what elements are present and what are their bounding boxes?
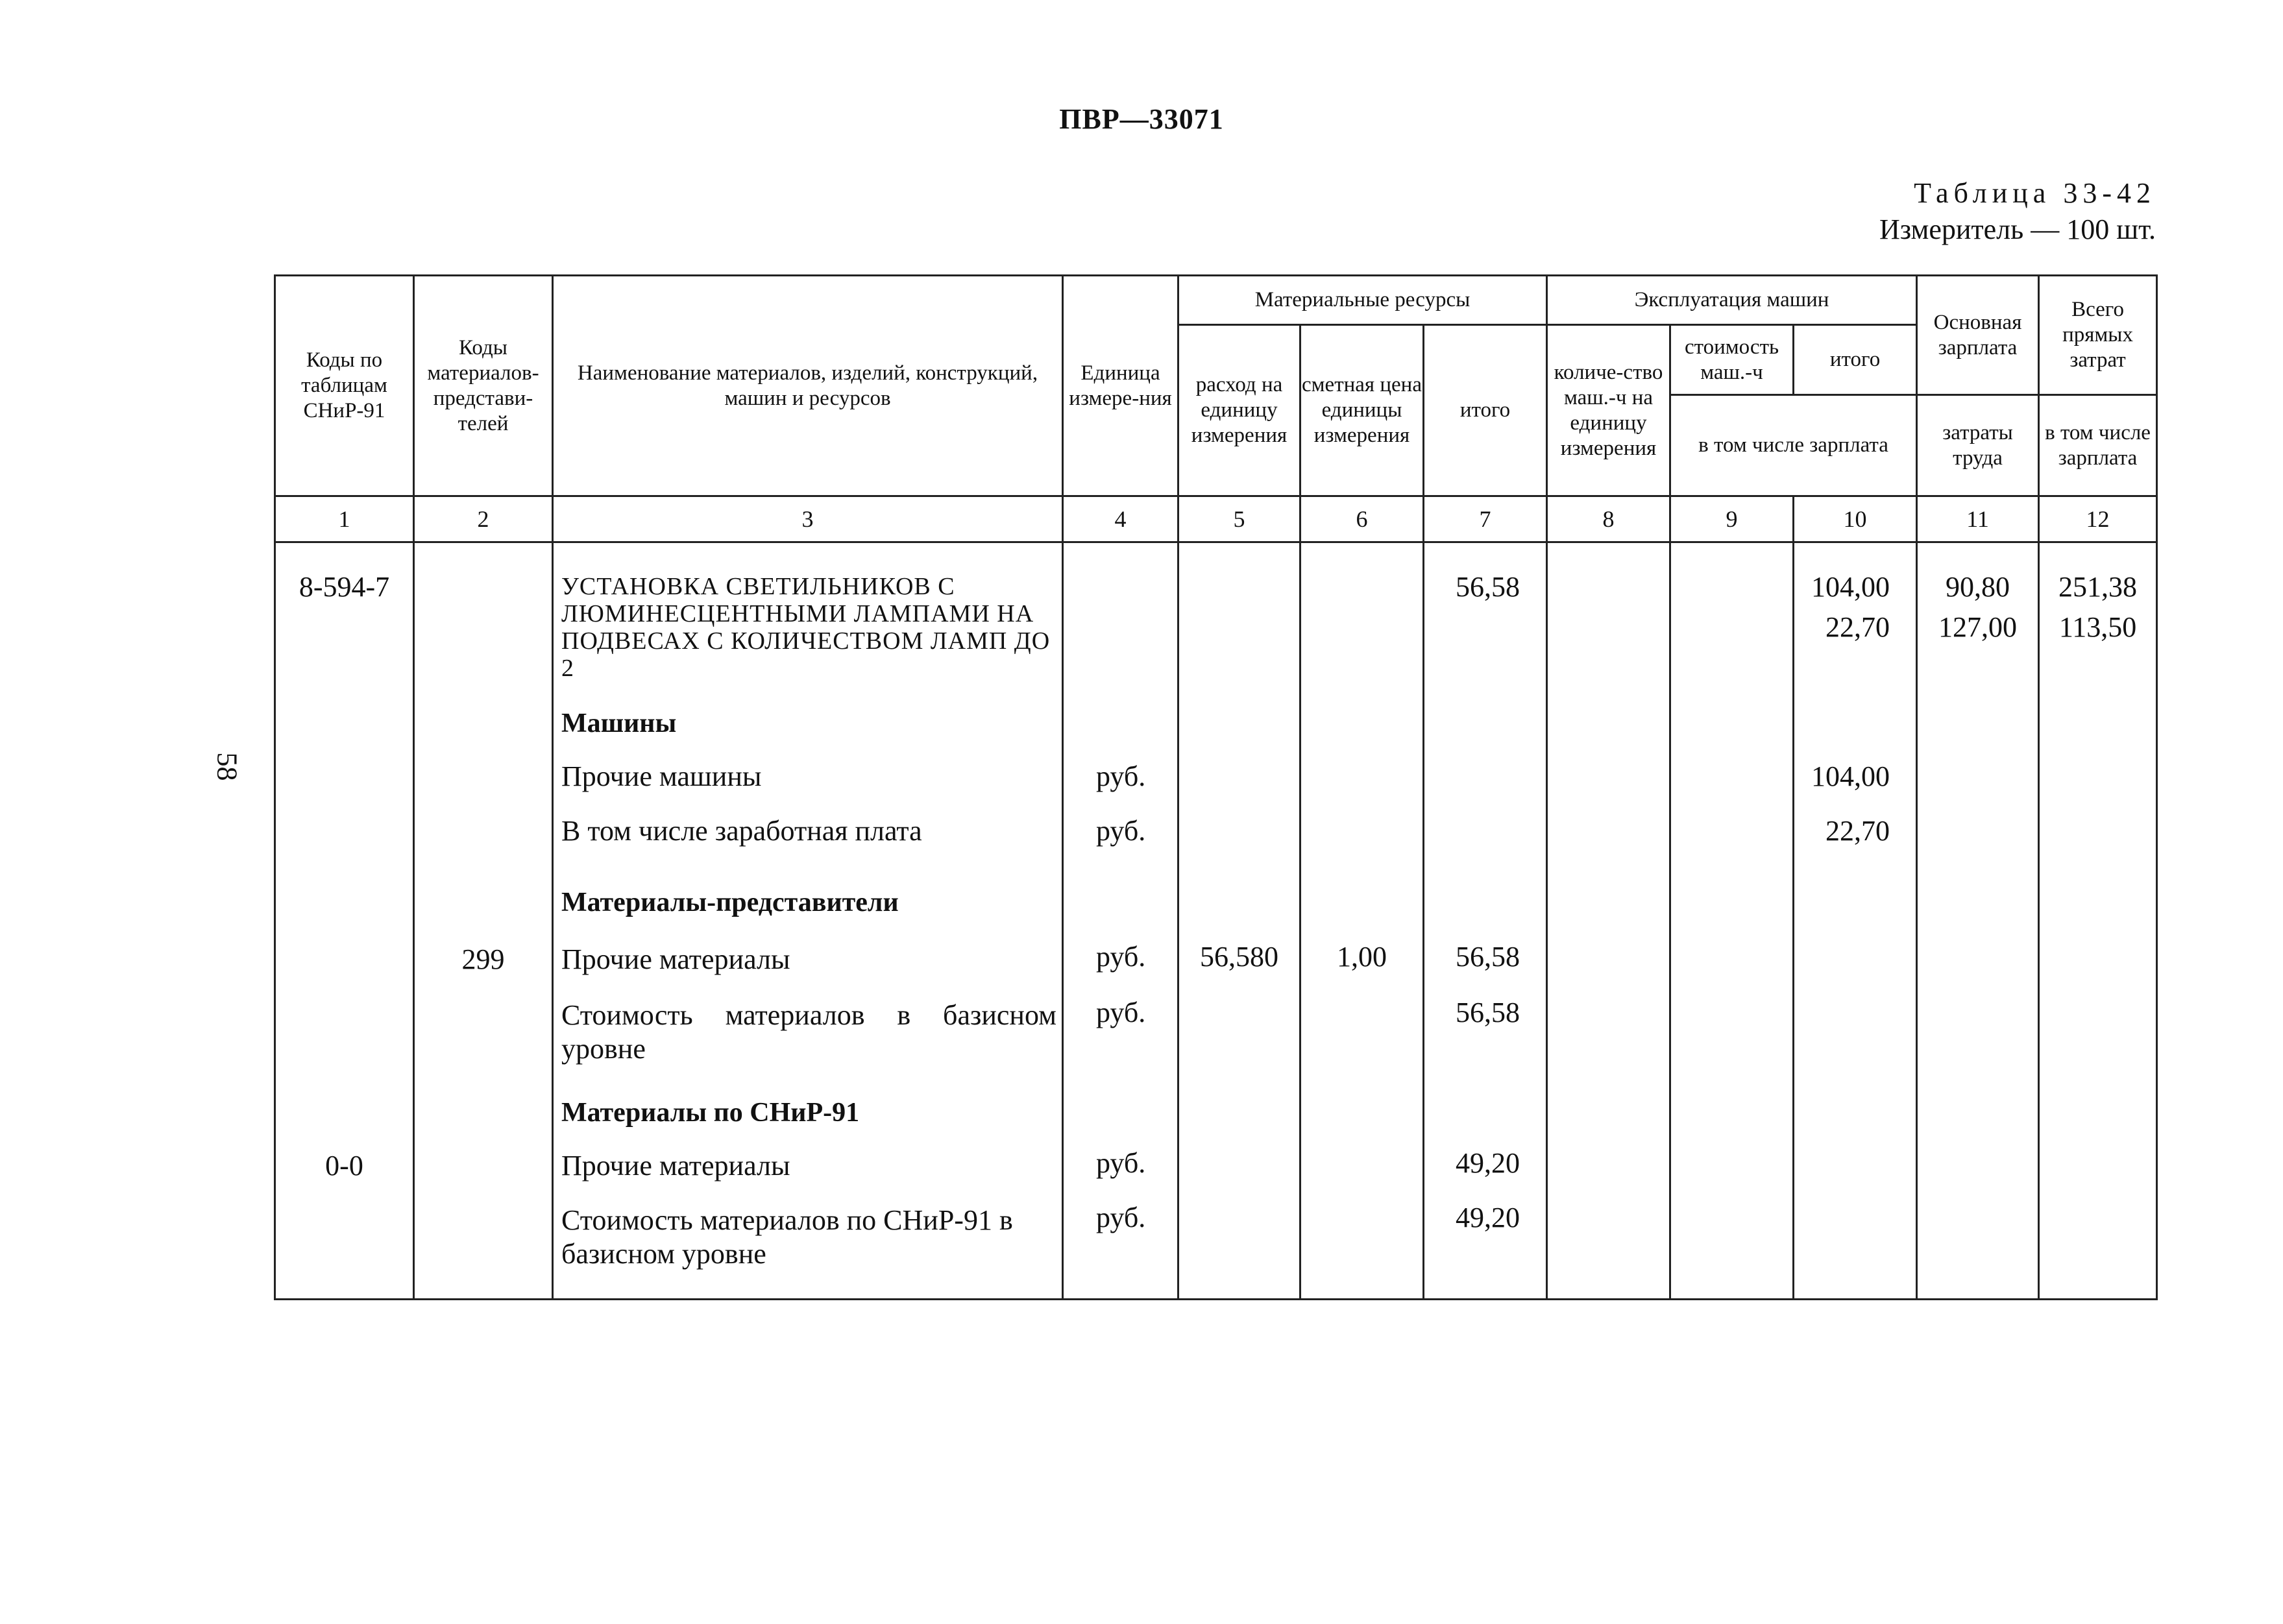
header-total-direct-costs: Всего прямых затрат [2039, 276, 2157, 395]
column-number: 11 [1917, 496, 2039, 542]
column-number: 6 [1300, 496, 1424, 542]
cell-name: Стоимость материалов по СНиР-91 в базисном уровне [553, 1183, 1063, 1300]
table-body [275, 542, 2157, 1300]
header-machine-hour-cost: стоимость маш.-ч [1670, 325, 1794, 395]
table-header [275, 276, 2157, 542]
header-incl-wages: в том числе зарплата [1670, 395, 1917, 496]
table-row-section [275, 682, 2157, 740]
header-unit-price: сметная цена единицы измерения [1300, 325, 1424, 496]
table-row-main [275, 542, 2157, 683]
cell-machine-wage: 22,70 [1825, 611, 1890, 643]
page-number: 58 [211, 752, 243, 781]
header-machine-operation: Эксплуатация машин [1547, 276, 1917, 325]
cell-work-name: УСТАНОВКА СВЕТИЛЬНИКОВ С ЛЮМИНЕСЦЕНТНЫМИ ЛАМПАМИ НА ПОДВЕСАХ С КОЛИЧЕСТВОМ ЛАМП ДО 2 [553, 542, 1063, 683]
header-codes-snip: Коды по таблицам СНиР-91 [275, 276, 414, 496]
resource-table [274, 274, 2158, 1300]
cell-name: Прочие материалы [553, 919, 1063, 976]
cell-basic-salary: 90,80 [1946, 571, 2010, 603]
cell-labor-costs: 127,00 [1938, 611, 2018, 643]
cell-direct-wage: 113,50 [2058, 611, 2137, 643]
section-snip-materials: Материалы по СНиР-91 [553, 1066, 1063, 1130]
table-row-section [275, 848, 2157, 919]
cell-name: Прочие машины [553, 740, 1063, 794]
column-number: 1 [275, 496, 414, 542]
cell-machine-values [1794, 542, 1917, 683]
table-meta [1879, 175, 2156, 248]
table-row [275, 794, 2157, 848]
cell-machine-total: 22,70 [1794, 794, 1917, 848]
cell-consumption: 56,580 [1178, 919, 1300, 976]
header-machine-total: итого [1794, 325, 1917, 395]
cell-machine-total: 104,00 [1794, 740, 1917, 794]
unit-of-measure: Измеритель — 100 шт. [1879, 213, 2156, 245]
table-row [275, 740, 2157, 794]
cell-unit-price: 1,00 [1300, 919, 1424, 976]
document-title: ПВР—33071 [1059, 103, 1224, 135]
column-number: 8 [1547, 496, 1670, 542]
section-representatives: Материалы-представители [553, 848, 1063, 919]
cell-unit: руб. [1063, 1130, 1178, 1183]
header-basic-salary: Основная зарплата [1917, 276, 2039, 395]
cell-unit: руб. [1063, 1183, 1178, 1300]
table-row-section [275, 1066, 2157, 1130]
column-number: 5 [1178, 496, 1300, 542]
cell-unit: руб. [1063, 740, 1178, 794]
column-number: 10 [1794, 496, 1917, 542]
table-row [275, 919, 2157, 976]
cell-code: 8-594-7 [275, 542, 414, 683]
column-number: 12 [2039, 496, 2157, 542]
header-incl-salary: в том числе зарплата [2039, 395, 2157, 496]
column-number: 3 [553, 496, 1063, 542]
header-material-resources: Материальные ресурсы [1178, 276, 1547, 325]
cell-material-total: 56,58 [1424, 919, 1547, 976]
table-row [275, 976, 2157, 1066]
cell-direct-total: 251,38 [2058, 571, 2138, 603]
header-codes-representatives: Коды материалов-представи-телей [414, 276, 553, 496]
cell-name: Прочие материалы [553, 1130, 1063, 1183]
cell-material-total: 49,20 [1424, 1130, 1547, 1183]
column-number: 9 [1670, 496, 1794, 542]
column-number: 2 [414, 496, 553, 542]
cell-representative-code: 299 [414, 919, 553, 976]
cell-salary-values [1917, 542, 2039, 683]
section-machines: Машины [553, 682, 1063, 740]
cell-direct-values [2039, 542, 2157, 683]
cell-unit: руб. [1063, 794, 1178, 848]
column-number: 7 [1424, 496, 1547, 542]
header-unit: Единица измере-ния [1063, 276, 1178, 496]
header-name: Наименование материалов, изделий, конструкций, машин и ресурсов [553, 276, 1063, 496]
cell-material-total: 56,58 [1424, 976, 1547, 1066]
table-row [275, 1183, 2157, 1300]
cell-name: Стоимость материалов в базисном уровне [553, 976, 1063, 1066]
cell-name: В том числе заработная плата [553, 794, 1063, 848]
header-material-total: итого [1424, 325, 1547, 496]
table-number: Таблица 33-42 [1914, 177, 2156, 209]
cell-material-total: 56,58 [1424, 542, 1547, 683]
header-consumption-per-unit: расход на единицу измерения [1178, 325, 1300, 496]
cell-unit: руб. [1063, 976, 1178, 1066]
header-machine-hours: количе-ство маш.-ч на единицу измерения [1547, 325, 1670, 496]
column-numbers-row [275, 496, 2157, 542]
table-row [275, 1130, 2157, 1183]
column-number: 4 [1063, 496, 1178, 542]
cell-material-total: 49,20 [1424, 1183, 1547, 1300]
cell-unit: руб. [1063, 919, 1178, 976]
header-labor-costs: затраты труда [1917, 395, 2039, 496]
cell-machine-total: 104,00 [1811, 571, 1890, 603]
cell-code: 0-0 [275, 1130, 414, 1183]
